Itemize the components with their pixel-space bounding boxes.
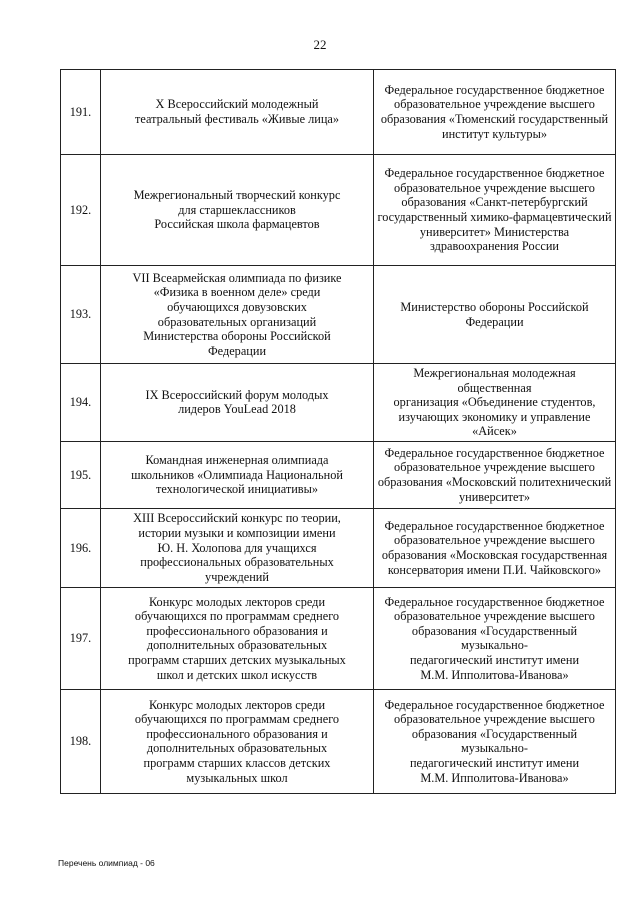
event-name: Межрегиональный творческий конкурс для старшеклассников Российская школа фармацевтов	[101, 155, 374, 266]
olympiad-table	[60, 69, 616, 794]
event-name: X Всероссийский молодежный театральный фестиваль «Живые лица»	[101, 70, 374, 155]
organizer: Федеральное государственное бюджетное образовательное учреждение высшего образования «Государственный музыкально- педагогический институт имени М.М. Ипполитова-Иванова»	[374, 587, 616, 689]
organizer: Межрегиональная молодежная общественная организация «Объединение студентов, изучающих экономику и управление «Айсек»	[374, 364, 616, 442]
organizer: Федеральное государственное бюджетное образовательное учреждение высшего образования «Московский политехнический университет»	[374, 441, 616, 508]
event-name: Конкурс молодых лекторов среди обучающихся по программам среднего профессионального образования и дополнительных образовательных программ старших детских музыкальных школ и детских школ искусств	[101, 587, 374, 689]
event-name: VII Всеармейская олимпиада по физике «Физика в военном деле» среди обучающихся довузовских образовательных организаций Министерства обороны Российской Федерации	[101, 266, 374, 364]
organizer: Федеральное государственное бюджетное образовательное учреждение высшего образования «Тюменский государственный институт культуры»	[374, 70, 616, 155]
page-number: 22	[313, 37, 327, 52]
event-name: XIII Всероссийский конкурс по теории, истории музыки и композиции имени Ю. Н. Холопова для учащихся профессиональных образовательных учреждений	[101, 508, 374, 587]
row-number: 192.	[61, 155, 101, 266]
organizer: Федеральное государственное бюджетное образовательное учреждение высшего образования «Государственный музыкально- педагогический институт имени М.М. Ипполитова-Иванова»	[374, 689, 616, 793]
table-row	[61, 508, 616, 587]
row-number: 197.	[61, 587, 101, 689]
footer-note: Перечень олимпиад - 06	[58, 858, 155, 868]
row-number: 198.	[61, 689, 101, 793]
row-number: 196.	[61, 508, 101, 587]
table-row	[61, 266, 616, 364]
row-number: 193.	[61, 266, 101, 364]
table-row	[61, 689, 616, 793]
organizer: Федеральное государственное бюджетное образовательное учреждение высшего образования «Московская государственная консерватория имени П.И. Чайковского»	[374, 508, 616, 587]
row-number: 194.	[61, 364, 101, 442]
organizer: Федеральное государственное бюджетное образовательное учреждение высшего образования «Санкт-петербургский государственный химико-фармацевтический университет» Министерства здравоохранения России	[374, 155, 616, 266]
event-name: IX Всероссийский форум молодых лидеров YouLead 2018	[101, 364, 374, 442]
table-row	[61, 70, 616, 155]
table-row	[61, 155, 616, 266]
table-row	[61, 364, 616, 442]
event-name: Конкурс молодых лекторов среди обучающихся по программам среднего профессионального образования и дополнительных образовательных программ старших классов детских музыкальных школ	[101, 689, 374, 793]
table-row	[61, 441, 616, 508]
row-number: 195.	[61, 441, 101, 508]
event-name: Командная инженерная олимпиада школьников «Олимпиада Национальной технологической инициативы»	[101, 441, 374, 508]
row-number: 191.	[61, 70, 101, 155]
organizer: Министерство обороны Российской Федерации	[374, 266, 616, 364]
table-row	[61, 587, 616, 689]
